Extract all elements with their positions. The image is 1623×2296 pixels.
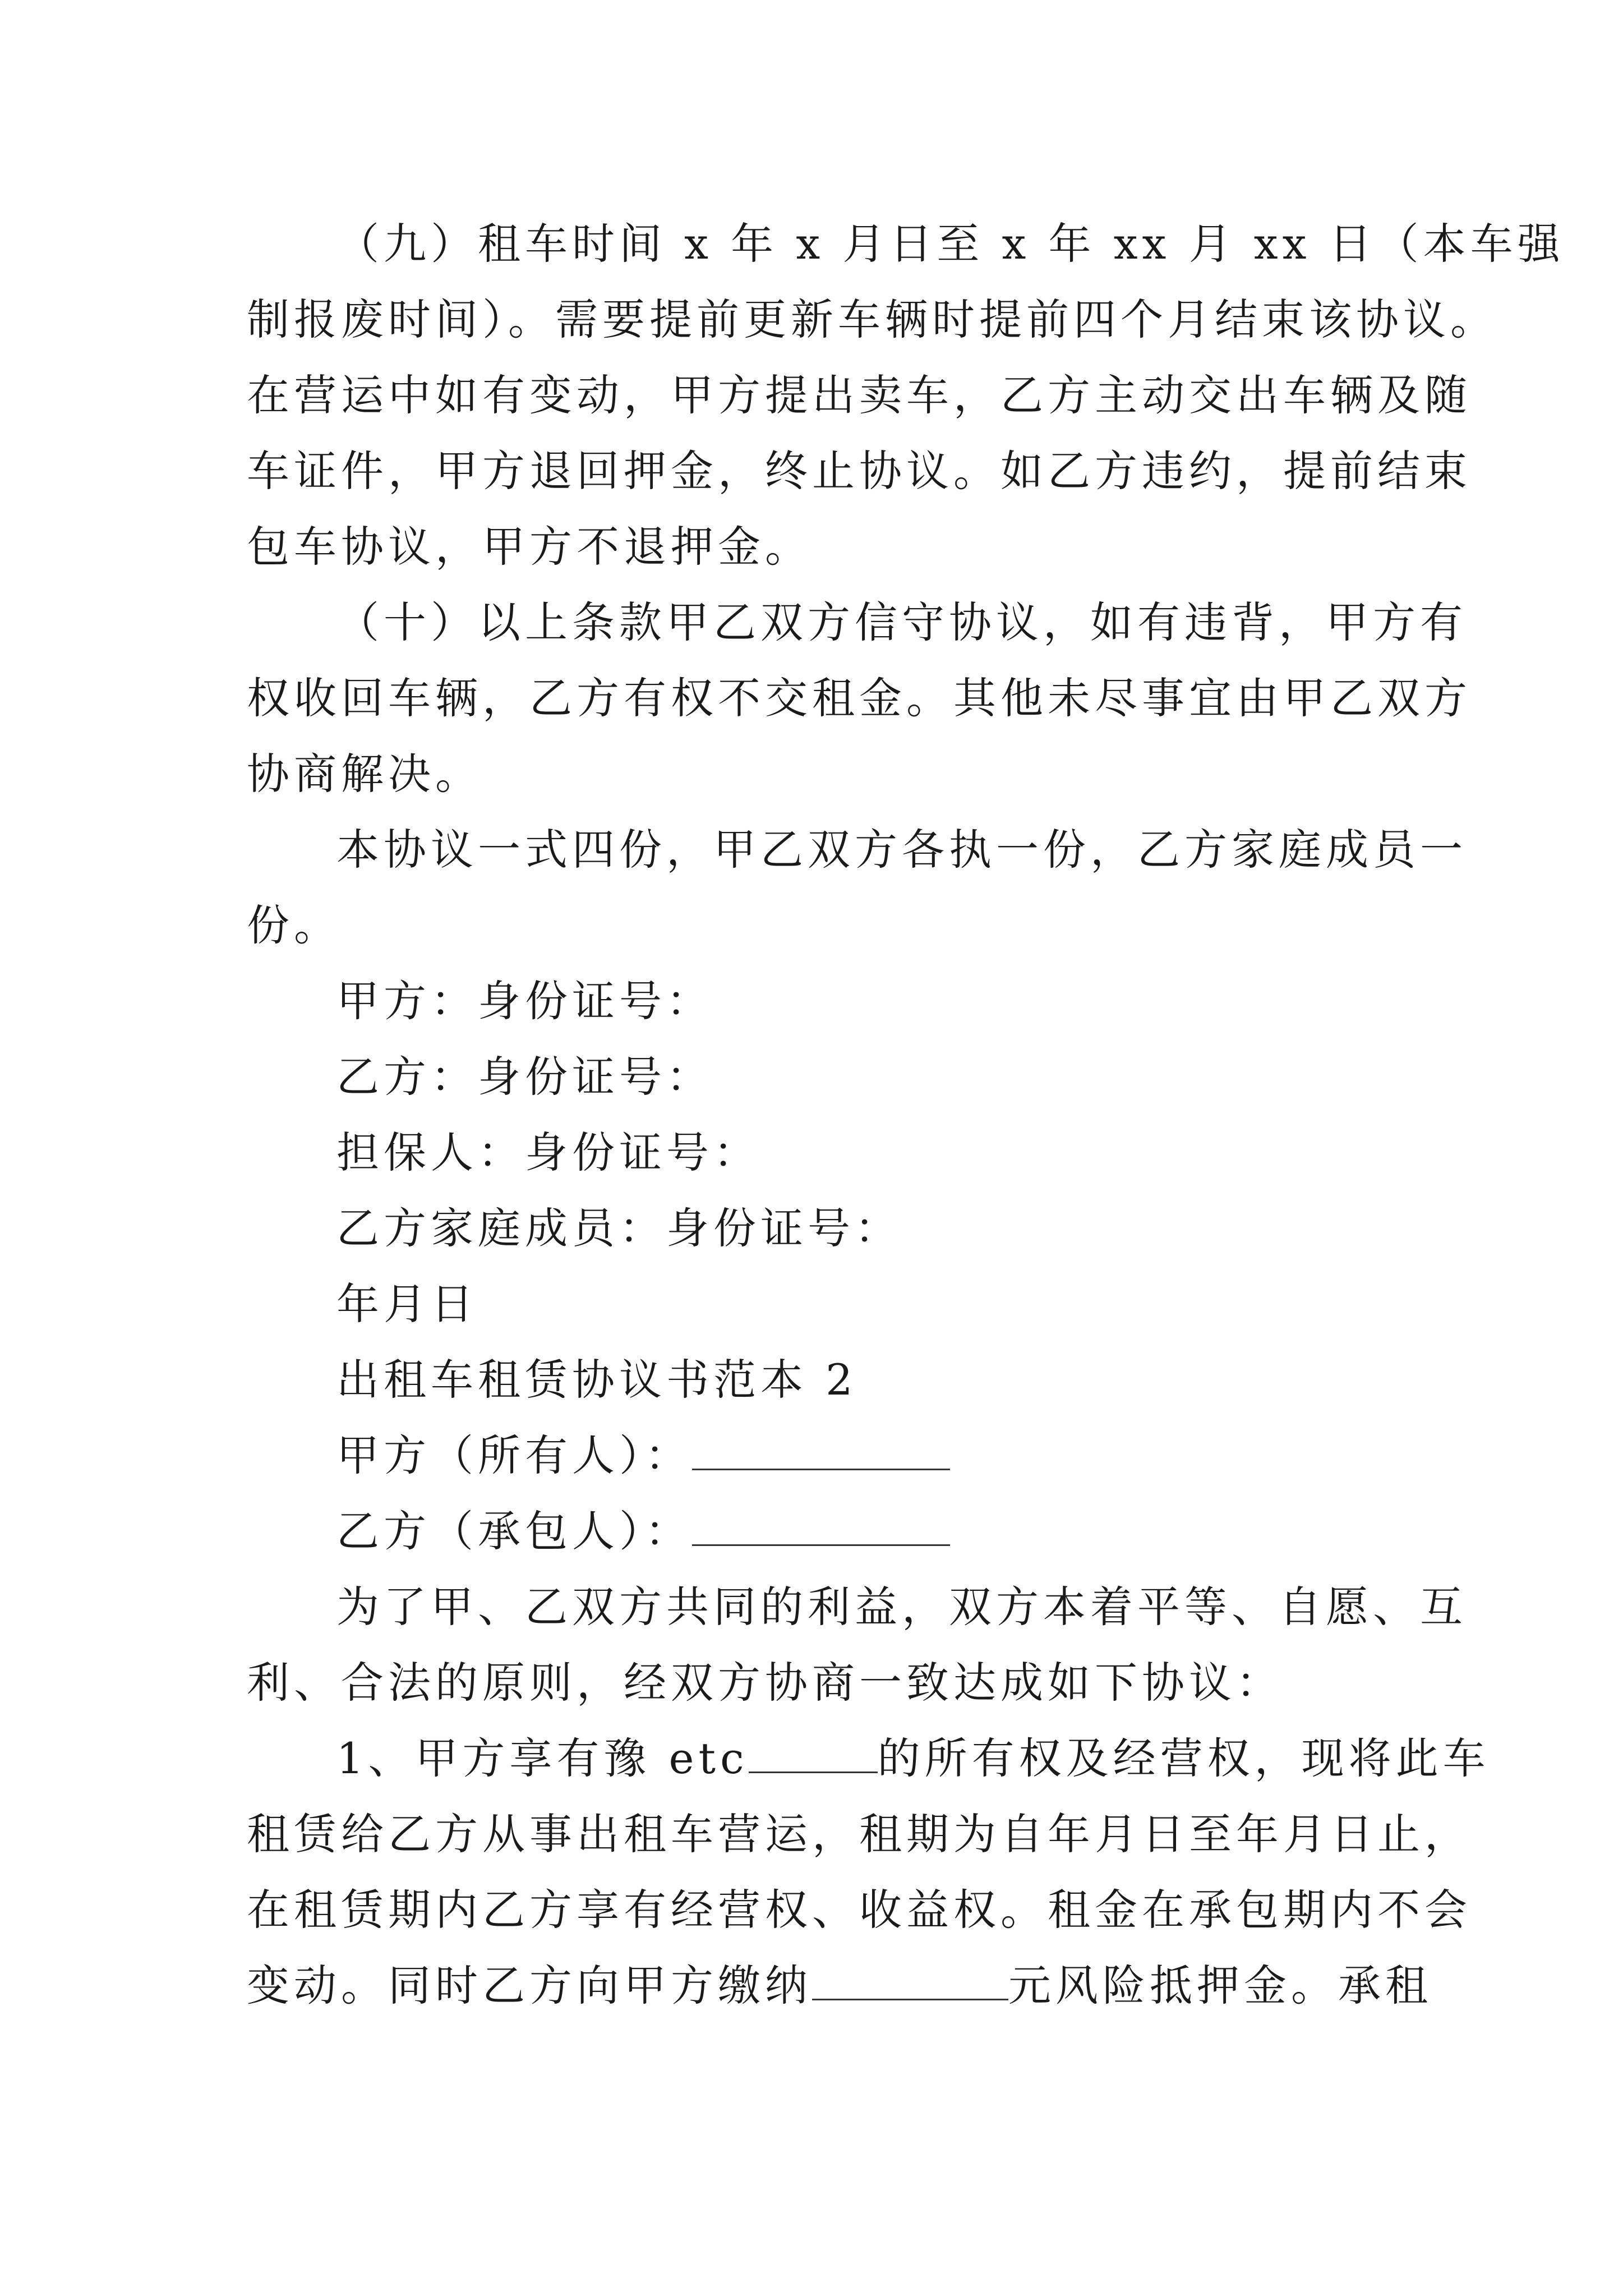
party-a-owner-line — [336, 1428, 950, 1484]
paragraph-9-line-2: 制报废时间）。需要提前更新车辆时提前四个月结束该协议。 — [247, 295, 1497, 344]
clause-1-plate-prefix: 1、甲方享有豫 etc — [336, 1733, 749, 1783]
clause-1-line-4-end: 元风险抵押金。承租 — [1008, 1961, 1432, 2010]
party-a-id-line: 甲方：身份证号： — [336, 976, 713, 1026]
party-a-owner-blank — [692, 1429, 950, 1470]
preamble-line-2: 利、合法的原则，经双方协商一致达成如下协议： — [247, 1658, 1283, 1708]
paragraph-10-line-3: 协商解决。 — [247, 749, 482, 799]
deposit-amount-blank — [812, 1959, 1008, 2000]
paragraph-9-line-1: （九）租车时间 x 年 x 月日至 x 年 xx 月 xx 日（本车强 — [336, 219, 1565, 269]
party-b-contractor-line — [336, 1503, 950, 1559]
clause-1-line-4-start: 变动。同时乙方向甲方缴纳 — [247, 1961, 812, 2010]
clause-1-line-3: 在租赁期内乙方享有经营权、收益权。租金在承包期内不会 — [247, 1885, 1472, 1935]
date-line: 年月日 — [336, 1279, 478, 1329]
paragraph-9-line-3: 在营运中如有变动，甲方提出卖车，乙方主动交出车辆及随 — [247, 370, 1472, 420]
paragraph-10-line-2: 权收回车辆，乙方有权不交租金。其他未尽事宜由甲乙双方 — [247, 673, 1472, 723]
plate-number-blank — [749, 1732, 878, 1773]
paragraph-9-line-4: 车证件，甲方退回押金，终止协议。如乙方违约，提前结束 — [247, 446, 1472, 496]
clause-1-line-2: 租赁给乙方从事出租车营运，租期为自年月日至年月日止， — [247, 1809, 1472, 1859]
sample-2-title: 出租车租赁协议书范本 2 — [336, 1355, 857, 1405]
guarantor-id-line: 担保人：身份证号： — [336, 1128, 760, 1177]
family-member-id-line: 乙方家庭成员：身份证号： — [336, 1203, 902, 1253]
paragraph-10-line-1: （十）以上条款甲乙双方信守协议，如有违背，甲方有 — [336, 597, 1467, 647]
clause-1-line-1 — [336, 1731, 1490, 1787]
party-b-contractor-label: 乙方（承包人）： — [336, 1506, 692, 1556]
clause-1-line-4 — [247, 1958, 1432, 2014]
preamble-line-1: 为了甲、乙双方共同的利益，双方本着平等、自愿、互 — [336, 1582, 1467, 1632]
copies-line-2: 份。 — [247, 900, 341, 950]
party-b-id-line: 乙方：身份证号： — [336, 1052, 713, 1102]
party-a-owner-label: 甲方（所有人）： — [336, 1430, 692, 1480]
clause-1-line-1-rest: 的所有权及经营权，现将此车 — [877, 1733, 1490, 1783]
paragraph-9-line-5: 包车协议，甲方不退押金。 — [247, 522, 812, 572]
party-b-contractor-blank — [692, 1505, 950, 1546]
copies-line-1: 本协议一式四份，甲乙双方各执一份，乙方家庭成员一 — [336, 825, 1467, 875]
